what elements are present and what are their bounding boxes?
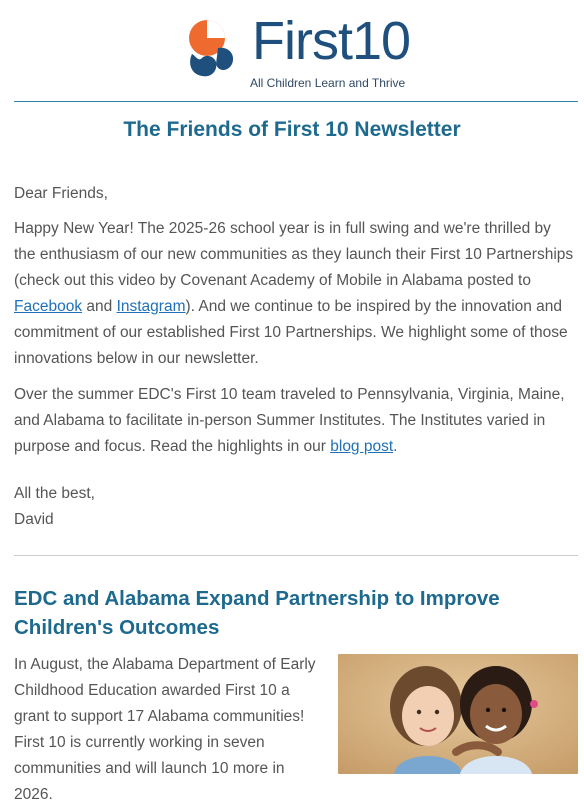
two-children-photo-icon[interactable] (338, 654, 578, 774)
summer-paragraph (14, 382, 574, 460)
header-logo[interactable] (0, 0, 584, 100)
section-body: In August, the Alabama Department of Early Childhood Education awarded First 10 a grant to support 17 Alabama communities! First 10 is currently working in seven communities and will launch 10 more in 2026. (14, 656, 316, 803)
signoff-closing: All the best, (14, 485, 95, 502)
intro-paragraph (14, 216, 574, 372)
signoff (14, 481, 574, 533)
section-divider (14, 555, 578, 556)
logo-wordmark: First10 (252, 11, 411, 71)
section-heading: EDC and Alabama Expand Partnership to Improve Children's Outcomes (14, 587, 500, 639)
logo-tagline: All Children Learn and Thrive (250, 76, 406, 90)
summer-text-b: . (393, 438, 398, 455)
newsletter-title: The Friends of First 10 Newsletter (123, 118, 461, 141)
instagram-link[interactable]: Instagram (116, 298, 186, 315)
intro-text-b: ). And we continue to be inspired by the innovation and commitment of our established First 10 Partnerships. We highlight some of those innovations below in our newsletter. (14, 298, 568, 367)
signoff-name: David (14, 511, 54, 528)
first10-logo-mark-icon (178, 18, 250, 82)
facebook-link[interactable]: Facebook (14, 298, 83, 315)
greeting-text: Dear Friends, (14, 185, 108, 202)
blog-post-link[interactable]: blog post (330, 438, 394, 455)
intro-text-and: and (82, 298, 117, 315)
summer-text-a: Over the summer EDC's First 10 team traveled to Pennsylvania, Virginia, Maine, and Alabama to facilitate in-person Summer Institutes. The Institutes varied in purpose and focus. Read the highlights in our (14, 386, 565, 455)
intro-text-a: Happy New Year! The 2025-26 school year is in full swing and we're thrilled by the enthusiasm of our new communities as they launch their First 10 Partnerships (check out this video by Covenant Academy of Mobile in Alabama posted to (14, 220, 574, 289)
header-divider (14, 101, 578, 102)
